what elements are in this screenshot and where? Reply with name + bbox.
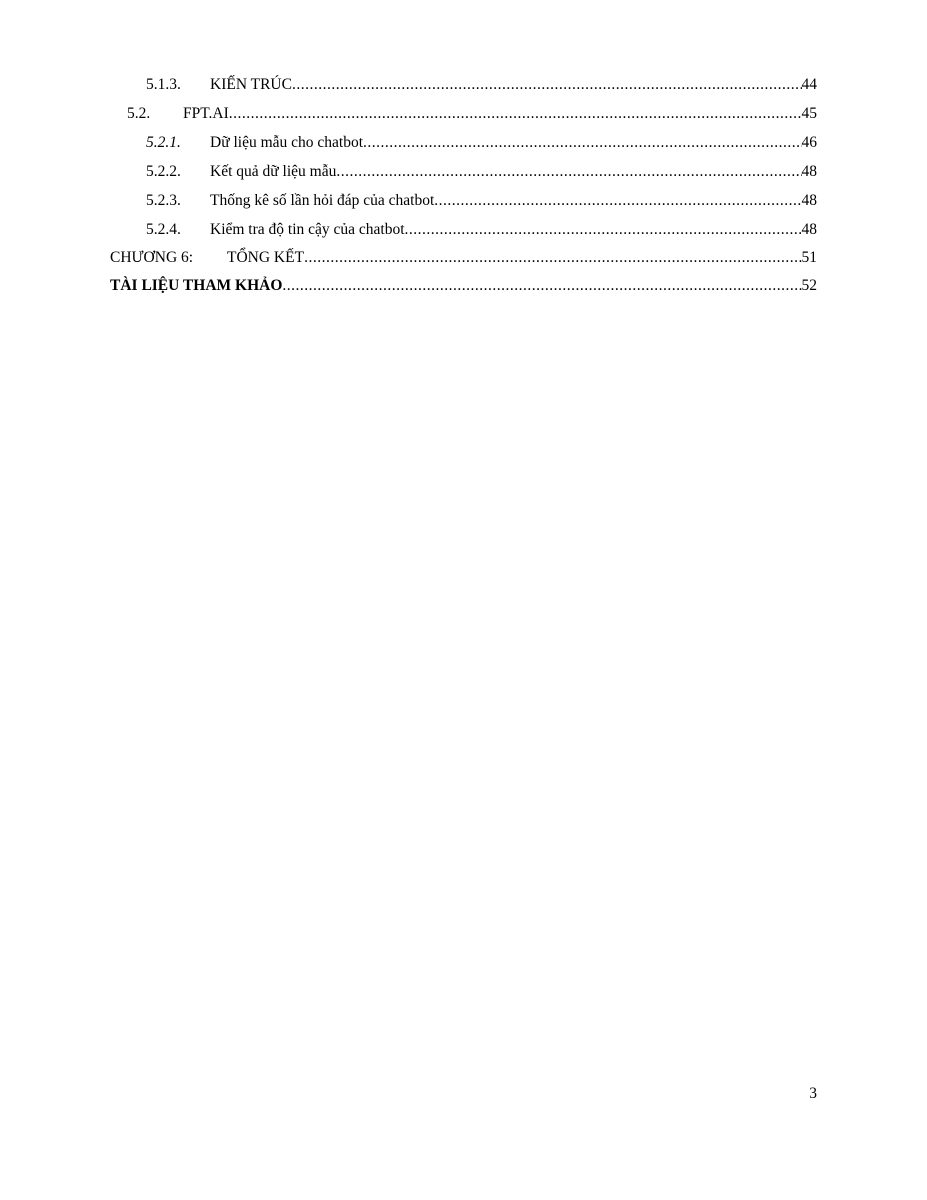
toc-entry-5-2-3[interactable] [0,190,927,212]
toc-dot-leader [336,161,801,183]
toc-entry-line [210,74,817,96]
toc-entry-title: TÀI LIỆU THAM KHẢO [110,277,283,294]
toc-entry-chapter-6[interactable] [0,247,927,269]
toc-entry-line [227,247,817,269]
toc-entry-title: Dữ liệu mẫu cho chatbot [210,134,364,151]
toc-dot-leader [405,219,802,241]
toc-dot-leader [282,275,801,297]
toc-entry-page: 48 [801,163,817,180]
toc-entry-title: KIẾN TRÚC [210,76,292,93]
toc-dot-leader [363,132,801,154]
toc-entry-title: Kết quả dữ liệu mẫu [210,163,337,180]
toc-entry-title: Kiểm tra độ tin cậy của chatbot [210,221,405,238]
toc-entry-title: FPT.AI [183,105,229,122]
toc-entry-number: 5.1.3. [146,76,181,93]
table-of-contents [0,0,927,320]
toc-entry-title: TỔNG KẾT [227,249,305,266]
toc-entry-references[interactable] [0,275,927,297]
toc-entry-page: 45 [801,105,817,122]
page-number: 3 [809,1085,817,1102]
toc-entry-5-2-4[interactable] [0,219,927,241]
toc-dot-leader [304,247,801,269]
toc-entry-page: 48 [801,192,817,209]
toc-entry-page: 44 [801,76,817,93]
toc-dot-leader [229,103,802,125]
toc-entry-5-1-3[interactable] [0,74,927,96]
toc-entry-line [210,219,817,241]
toc-entry-line [210,190,817,212]
toc-dot-leader [434,190,801,212]
toc-entry-page: 48 [801,221,817,238]
toc-entry-5-2-2[interactable] [0,161,927,183]
toc-entry-number: 5.2.4. [146,221,181,238]
toc-entry-number: 5.2.3. [146,192,181,209]
toc-entry-title: Thống kê số lần hỏi đáp của chatbot [210,192,435,209]
toc-dot-leader [292,74,802,96]
toc-entry-5-2-1[interactable] [0,132,927,154]
toc-entry-page: 51 [801,249,817,266]
toc-entry-number: 5.2.1. [146,134,181,151]
toc-entry-number: 5.2. [127,105,151,122]
toc-entry-line [183,103,817,125]
toc-entry-line [110,275,817,297]
toc-entry-line [210,161,817,183]
toc-entry-line [210,132,817,154]
toc-entry-number: 5.2.2. [146,163,181,180]
toc-entry-5-2[interactable] [0,103,927,125]
toc-entry-page: 52 [801,277,817,294]
toc-entry-page: 46 [801,134,817,151]
toc-entry-number: CHƯƠNG 6: [110,249,194,266]
